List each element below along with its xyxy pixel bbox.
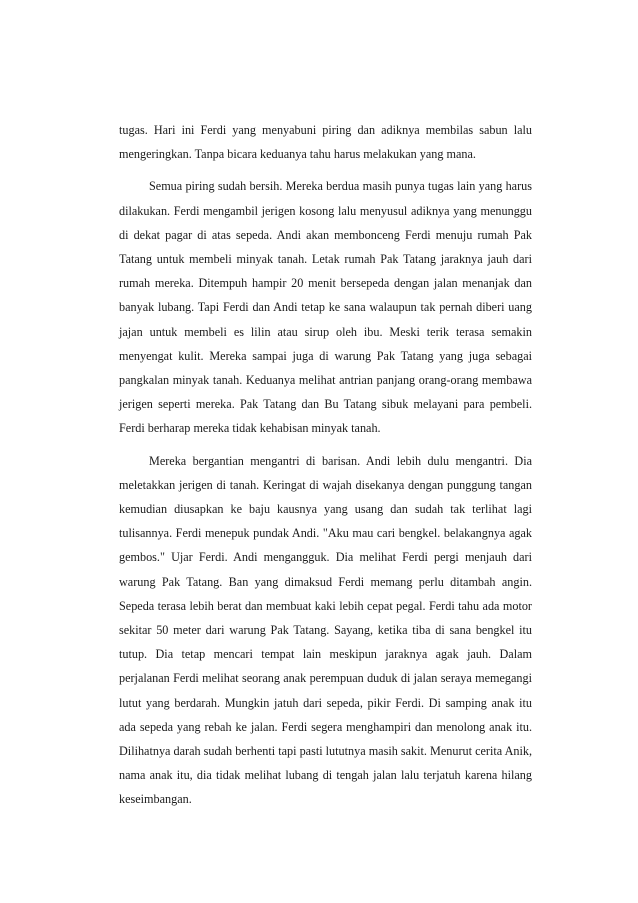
paragraph-2: Semua piring sudah bersih. Mereka berdua masih punya tugas lain yang harus dilakukan. Ferdi mengambil jerigen kosong lalu menyusul adiknya yang menunggu di dekat pagar di atas sepeda. Andi akan membonceng Ferdi menuju rumah Pak Tatang untuk membeli minyak tanah. Letak rumah Pak Tatang jaraknya jauh dari rumah mereka. Ditempuh hampir 20 menit bersepeda dengan jalan menanjak dan banyak lubang. Tapi Ferdi dan Andi tetap ke sana walaupun tak pernah diberi uang jajan untuk membeli es lilin atau sirup oleh ibu. Meski terik terasa semakin menyengat kulit. Mereka sampai juga di warung Pak Tatang yang juga sebagai pangkalan minyak tanah. Keduanya melihat antrian panjang orang-orang membawa jerigen seperti mereka. Pak Tatang dan Bu Tatang sibuk melayani para pembeli. Ferdi berharap mereka tidak kehabisan minyak tanah. <box>119 179 532 436</box>
paragraph-1: tugas. Hari ini Ferdi yang menyabuni piring dan adiknya membilas sabun lalu mengeringkan. Tanpa bicara keduanya tahu harus melakukan yang mana. <box>119 123 532 162</box>
body-text <box>119 118 532 812</box>
paragraph-3: Mereka bergantian mengantri di barisan. Andi lebih dulu mengantri. Dia meletakkan jerigen di tanah. Keringat di wajah disekanya dengan punggung tangan kemudian diusapkan ke baju kausnya yang usang dan sudah tak terlihat lagi tulisannya. Ferdi menepuk pundak Andi. "Aku mau cari bengkel. belakangnya agak gembos." Ujar Ferdi. Andi mengangguk. Dia melihat Ferdi pergi menjauh dari warung Pak Tatang. Ban yang dimaksud Ferdi memang perlu ditambah angin. Sepeda terasa lebih berat dan membuat kaki lebih cepat pegal. Ferdi tahu ada motor sekitar 50 meter dari warung Pak Tatang. Sayang, ketika tiba di sana bengkel itu tutup. Dia tetap mencari tempat lain meskipun jaraknya agak jauh. Dalam perjalanan Ferdi melihat seorang anak perempuan duduk di jalan seraya memegangi lutut yang berdarah. Mungkin jatuh dari sepeda, pikir Ferdi. Di samping anak itu ada sepeda yang rebah ke jalan. Ferdi segera menghampiri dan menolong anak itu. Dilihatnya darah sudah berhenti tapi pasti lututnya masih sakit. Menurut cerita Anik, nama anak itu, dia tidak melihat lubang di tengah jalan lalu terjatuh karena hilang keseimbangan. <box>119 453 532 807</box>
